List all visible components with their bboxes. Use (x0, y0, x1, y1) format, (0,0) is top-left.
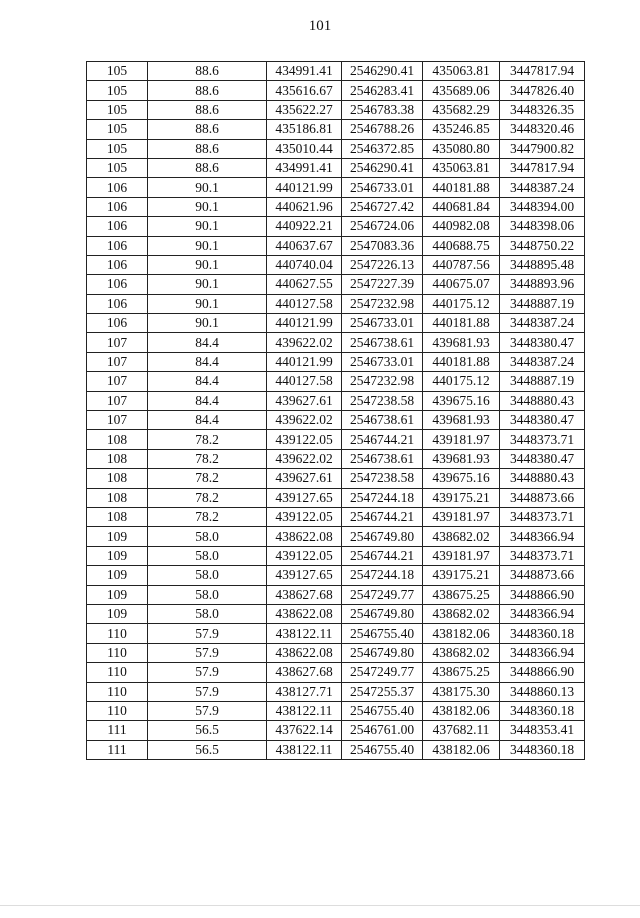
cell-x-coord-1: 438627.68 (267, 663, 342, 682)
cell-y-coord-1: 2546749.80 (342, 643, 423, 662)
table-row (87, 488, 585, 507)
cell-y-coord-2: 3448387.24 (500, 314, 585, 333)
cell-y-coord-2: 3448880.43 (500, 391, 585, 410)
cell-plot-number: 106 (87, 314, 148, 333)
cell-x-coord-1: 434991.41 (267, 62, 342, 81)
cell-x-coord-2: 438175.30 (423, 682, 500, 701)
table-row (87, 701, 585, 720)
cell-y-coord-1: 2546290.41 (342, 62, 423, 81)
cell-x-coord-2: 435080.80 (423, 139, 500, 158)
cell-area-value: 88.6 (148, 120, 267, 139)
cell-area-value: 58.0 (148, 585, 267, 604)
cell-x-coord-1: 440922.21 (267, 217, 342, 236)
cell-y-coord-2: 3448394.00 (500, 197, 585, 216)
cell-area-value: 78.2 (148, 430, 267, 449)
cell-x-coord-1: 438122.11 (267, 624, 342, 643)
table-row (87, 546, 585, 565)
cell-area-value: 58.0 (148, 604, 267, 623)
cell-plot-number: 106 (87, 255, 148, 274)
cell-plot-number: 109 (87, 546, 148, 565)
cell-y-coord-2: 3448860.13 (500, 682, 585, 701)
cell-plot-number: 105 (87, 120, 148, 139)
table-row (87, 585, 585, 604)
cell-y-coord-2: 3448873.66 (500, 488, 585, 507)
table-row (87, 178, 585, 197)
cell-x-coord-1: 435622.27 (267, 100, 342, 119)
cell-x-coord-1: 439127.65 (267, 566, 342, 585)
cell-x-coord-1: 435616.67 (267, 81, 342, 100)
cell-x-coord-2: 438182.06 (423, 701, 500, 720)
cell-x-coord-2: 440181.88 (423, 178, 500, 197)
cell-area-value: 90.1 (148, 275, 267, 294)
cell-x-coord-2: 438182.06 (423, 740, 500, 759)
table-row (87, 430, 585, 449)
cell-y-coord-1: 2547083.36 (342, 236, 423, 255)
cell-plot-number: 105 (87, 62, 148, 81)
cell-x-coord-1: 437622.14 (267, 721, 342, 740)
cell-area-value: 57.9 (148, 643, 267, 662)
cell-x-coord-2: 438675.25 (423, 663, 500, 682)
cell-y-coord-2: 3447817.94 (500, 158, 585, 177)
cell-y-coord-2: 3448360.18 (500, 701, 585, 720)
cell-x-coord-2: 435063.81 (423, 62, 500, 81)
cell-area-value: 57.9 (148, 624, 267, 643)
cell-y-coord-1: 2547249.77 (342, 585, 423, 604)
cell-x-coord-1: 440621.96 (267, 197, 342, 216)
cell-x-coord-1: 439122.05 (267, 546, 342, 565)
cell-plot-number: 108 (87, 430, 148, 449)
cell-area-value: 58.0 (148, 566, 267, 585)
cell-plot-number: 105 (87, 100, 148, 119)
cell-x-coord-1: 438622.08 (267, 604, 342, 623)
cell-y-coord-2: 3448750.22 (500, 236, 585, 255)
cell-y-coord-1: 2546738.61 (342, 411, 423, 430)
cell-plot-number: 108 (87, 469, 148, 488)
cell-plot-number: 106 (87, 178, 148, 197)
cell-y-coord-1: 2546733.01 (342, 178, 423, 197)
cell-y-coord-2: 3448366.94 (500, 527, 585, 546)
cell-y-coord-1: 2546783.38 (342, 100, 423, 119)
cell-y-coord-2: 3448380.47 (500, 333, 585, 352)
table-row (87, 527, 585, 546)
table-row (87, 372, 585, 391)
cell-area-value: 88.6 (148, 139, 267, 158)
cell-y-coord-1: 2546744.21 (342, 507, 423, 526)
cell-x-coord-2: 439681.93 (423, 333, 500, 352)
table-row (87, 294, 585, 313)
cell-x-coord-2: 438682.02 (423, 604, 500, 623)
cell-plot-number: 106 (87, 294, 148, 313)
cell-plot-number: 107 (87, 352, 148, 371)
cell-x-coord-1: 439622.02 (267, 333, 342, 352)
cell-x-coord-2: 439181.97 (423, 546, 500, 565)
cell-y-coord-2: 3448326.35 (500, 100, 585, 119)
cell-area-value: 78.2 (148, 469, 267, 488)
cell-plot-number: 107 (87, 333, 148, 352)
cell-plot-number: 110 (87, 624, 148, 643)
cell-x-coord-2: 439175.21 (423, 488, 500, 507)
table-row (87, 391, 585, 410)
cell-area-value: 88.6 (148, 100, 267, 119)
cell-area-value: 58.0 (148, 546, 267, 565)
cell-plot-number: 108 (87, 488, 148, 507)
cell-y-coord-1: 2547232.98 (342, 294, 423, 313)
cell-y-coord-1: 2546733.01 (342, 352, 423, 371)
cell-x-coord-2: 440181.88 (423, 352, 500, 371)
cell-area-value: 84.4 (148, 411, 267, 430)
cell-y-coord-2: 3448366.94 (500, 643, 585, 662)
cell-y-coord-2: 3448887.19 (500, 294, 585, 313)
cell-plot-number: 110 (87, 701, 148, 720)
table-row (87, 740, 585, 759)
cell-y-coord-1: 2546738.61 (342, 449, 423, 468)
cell-y-coord-2: 3448866.90 (500, 663, 585, 682)
cell-area-value: 84.4 (148, 391, 267, 410)
cell-x-coord-1: 438122.11 (267, 740, 342, 759)
cell-y-coord-1: 2546733.01 (342, 314, 423, 333)
cell-area-value: 78.2 (148, 488, 267, 507)
cell-x-coord-1: 435010.44 (267, 139, 342, 158)
cell-area-value: 88.6 (148, 62, 267, 81)
cell-plot-number: 109 (87, 527, 148, 546)
cell-x-coord-2: 440681.84 (423, 197, 500, 216)
cell-plot-number: 110 (87, 663, 148, 682)
cell-y-coord-1: 2547238.58 (342, 391, 423, 410)
cell-y-coord-2: 3448887.19 (500, 372, 585, 391)
cell-area-value: 90.1 (148, 236, 267, 255)
table-row (87, 139, 585, 158)
cell-y-coord-1: 2546290.41 (342, 158, 423, 177)
cell-y-coord-1: 2547244.18 (342, 488, 423, 507)
cell-plot-number: 109 (87, 604, 148, 623)
cell-x-coord-1: 438622.08 (267, 643, 342, 662)
cell-y-coord-2: 3448880.43 (500, 469, 585, 488)
table-row (87, 100, 585, 119)
cell-area-value: 90.1 (148, 197, 267, 216)
cell-y-coord-1: 2546749.80 (342, 527, 423, 546)
table-row (87, 275, 585, 294)
cell-y-coord-2: 3447817.94 (500, 62, 585, 81)
cell-plot-number: 109 (87, 585, 148, 604)
cell-x-coord-1: 440627.55 (267, 275, 342, 294)
cell-x-coord-2: 440181.88 (423, 314, 500, 333)
table-row (87, 449, 585, 468)
cell-y-coord-1: 2547227.39 (342, 275, 423, 294)
cell-area-value: 88.6 (148, 158, 267, 177)
cell-y-coord-2: 3448398.06 (500, 217, 585, 236)
cell-area-value: 56.5 (148, 740, 267, 759)
cell-y-coord-1: 2546744.21 (342, 546, 423, 565)
table-row (87, 333, 585, 352)
cell-y-coord-1: 2547238.58 (342, 469, 423, 488)
cell-x-coord-2: 439181.97 (423, 430, 500, 449)
cell-y-coord-2: 3448360.18 (500, 740, 585, 759)
cell-x-coord-2: 438675.25 (423, 585, 500, 604)
cell-x-coord-1: 440121.99 (267, 314, 342, 333)
cell-x-coord-2: 439681.93 (423, 449, 500, 468)
table-row (87, 352, 585, 371)
table-row (87, 158, 585, 177)
cell-plot-number: 106 (87, 217, 148, 236)
cell-x-coord-1: 438622.08 (267, 527, 342, 546)
cell-area-value: 84.4 (148, 372, 267, 391)
cell-plot-number: 105 (87, 81, 148, 100)
cell-plot-number: 105 (87, 158, 148, 177)
cell-y-coord-2: 3448373.71 (500, 430, 585, 449)
cell-x-coord-1: 440121.99 (267, 352, 342, 371)
cell-x-coord-1: 439627.61 (267, 469, 342, 488)
cell-x-coord-1: 435186.81 (267, 120, 342, 139)
table-row (87, 566, 585, 585)
cell-x-coord-1: 440121.99 (267, 178, 342, 197)
cell-x-coord-2: 438682.02 (423, 527, 500, 546)
cell-x-coord-1: 439122.05 (267, 430, 342, 449)
cell-x-coord-2: 435246.85 (423, 120, 500, 139)
cell-x-coord-1: 438627.68 (267, 585, 342, 604)
cell-x-coord-2: 439681.93 (423, 411, 500, 430)
cell-x-coord-2: 435063.81 (423, 158, 500, 177)
cell-x-coord-1: 439127.65 (267, 488, 342, 507)
cell-x-coord-2: 437682.11 (423, 721, 500, 740)
cell-y-coord-2: 3448866.90 (500, 585, 585, 604)
cell-x-coord-1: 439622.02 (267, 411, 342, 430)
cell-area-value: 58.0 (148, 527, 267, 546)
cell-x-coord-1: 439622.02 (267, 449, 342, 468)
cell-y-coord-1: 2546749.80 (342, 604, 423, 623)
page-bottom-edge (0, 905, 640, 906)
cell-y-coord-2: 3448873.66 (500, 566, 585, 585)
cell-plot-number: 109 (87, 566, 148, 585)
cell-area-value: 78.2 (148, 449, 267, 468)
table-row (87, 236, 585, 255)
cell-y-coord-2: 3448380.47 (500, 411, 585, 430)
table-row (87, 643, 585, 662)
cell-area-value: 57.9 (148, 663, 267, 682)
table-row (87, 314, 585, 333)
cell-y-coord-2: 3448380.47 (500, 449, 585, 468)
cell-area-value: 90.1 (148, 178, 267, 197)
cell-y-coord-2: 3447900.82 (500, 139, 585, 158)
cell-area-value: 88.6 (148, 81, 267, 100)
cell-y-coord-2: 3448320.46 (500, 120, 585, 139)
cell-y-coord-2: 3448895.48 (500, 255, 585, 274)
cell-x-coord-1: 434991.41 (267, 158, 342, 177)
table-row (87, 604, 585, 623)
cell-x-coord-1: 438127.71 (267, 682, 342, 701)
cell-y-coord-2: 3448373.71 (500, 546, 585, 565)
cell-y-coord-2: 3448387.24 (500, 178, 585, 197)
cell-y-coord-1: 2546283.41 (342, 81, 423, 100)
cell-x-coord-2: 440175.12 (423, 372, 500, 391)
cell-y-coord-1: 2547232.98 (342, 372, 423, 391)
cell-y-coord-1: 2547226.13 (342, 255, 423, 274)
table-row (87, 217, 585, 236)
cell-x-coord-2: 438682.02 (423, 643, 500, 662)
cell-x-coord-2: 439181.97 (423, 507, 500, 526)
table-row (87, 721, 585, 740)
cell-y-coord-1: 2546755.40 (342, 740, 423, 759)
cell-y-coord-1: 2547244.18 (342, 566, 423, 585)
cell-y-coord-1: 2546755.40 (342, 701, 423, 720)
table-row (87, 624, 585, 643)
cell-area-value: 90.1 (148, 294, 267, 313)
cell-y-coord-1: 2546744.21 (342, 430, 423, 449)
cell-plot-number: 106 (87, 275, 148, 294)
table-row (87, 255, 585, 274)
coordinates-table-body (87, 62, 585, 760)
cell-area-value: 90.1 (148, 217, 267, 236)
cell-x-coord-2: 440675.07 (423, 275, 500, 294)
cell-y-coord-1: 2546372.85 (342, 139, 423, 158)
table-row (87, 682, 585, 701)
page-number: 101 (308, 18, 332, 34)
table-row (87, 197, 585, 216)
table-row (87, 507, 585, 526)
cell-x-coord-2: 440175.12 (423, 294, 500, 313)
cell-x-coord-1: 440740.04 (267, 255, 342, 274)
cell-y-coord-2: 3448893.96 (500, 275, 585, 294)
cell-y-coord-1: 2546727.42 (342, 197, 423, 216)
cell-x-coord-2: 435689.06 (423, 81, 500, 100)
cell-x-coord-1: 440127.58 (267, 372, 342, 391)
cell-y-coord-1: 2547255.37 (342, 682, 423, 701)
cell-plot-number: 106 (87, 236, 148, 255)
table-row (87, 469, 585, 488)
cell-area-value: 84.4 (148, 352, 267, 371)
cell-plot-number: 108 (87, 449, 148, 468)
cell-x-coord-2: 435682.29 (423, 100, 500, 119)
cell-plot-number: 111 (87, 721, 148, 740)
cell-y-coord-2: 3448366.94 (500, 604, 585, 623)
cell-y-coord-2: 3447826.40 (500, 81, 585, 100)
cell-x-coord-1: 439122.05 (267, 507, 342, 526)
cell-plot-number: 107 (87, 411, 148, 430)
cell-x-coord-2: 439175.21 (423, 566, 500, 585)
cell-area-value: 57.9 (148, 701, 267, 720)
coordinates-table (86, 61, 585, 760)
cell-y-coord-2: 3448387.24 (500, 352, 585, 371)
cell-plot-number: 106 (87, 197, 148, 216)
cell-y-coord-1: 2547249.77 (342, 663, 423, 682)
cell-y-coord-1: 2546738.61 (342, 333, 423, 352)
cell-area-value: 90.1 (148, 255, 267, 274)
cell-area-value: 56.5 (148, 721, 267, 740)
cell-x-coord-1: 438122.11 (267, 701, 342, 720)
cell-area-value: 78.2 (148, 507, 267, 526)
cell-plot-number: 107 (87, 391, 148, 410)
cell-x-coord-2: 439675.16 (423, 391, 500, 410)
cell-x-coord-2: 440688.75 (423, 236, 500, 255)
table-row (87, 81, 585, 100)
cell-area-value: 84.4 (148, 333, 267, 352)
cell-y-coord-2: 3448360.18 (500, 624, 585, 643)
cell-plot-number: 108 (87, 507, 148, 526)
table-row (87, 663, 585, 682)
cell-x-coord-2: 438182.06 (423, 624, 500, 643)
cell-area-value: 57.9 (148, 682, 267, 701)
cell-x-coord-1: 440127.58 (267, 294, 342, 313)
cell-y-coord-2: 3448373.71 (500, 507, 585, 526)
table-row (87, 411, 585, 430)
cell-y-coord-1: 2546724.06 (342, 217, 423, 236)
cell-y-coord-2: 3448353.41 (500, 721, 585, 740)
cell-x-coord-1: 439627.61 (267, 391, 342, 410)
cell-y-coord-1: 2546755.40 (342, 624, 423, 643)
cell-plot-number: 110 (87, 682, 148, 701)
table-row (87, 62, 585, 81)
cell-x-coord-1: 440637.67 (267, 236, 342, 255)
cell-y-coord-1: 2546788.26 (342, 120, 423, 139)
table-row (87, 120, 585, 139)
cell-y-coord-1: 2546761.00 (342, 721, 423, 740)
cell-plot-number: 111 (87, 740, 148, 759)
cell-plot-number: 110 (87, 643, 148, 662)
cell-x-coord-2: 440787.56 (423, 255, 500, 274)
cell-x-coord-2: 439675.16 (423, 469, 500, 488)
cell-plot-number: 107 (87, 372, 148, 391)
cell-plot-number: 105 (87, 139, 148, 158)
cell-area-value: 90.1 (148, 314, 267, 333)
cell-x-coord-2: 440982.08 (423, 217, 500, 236)
